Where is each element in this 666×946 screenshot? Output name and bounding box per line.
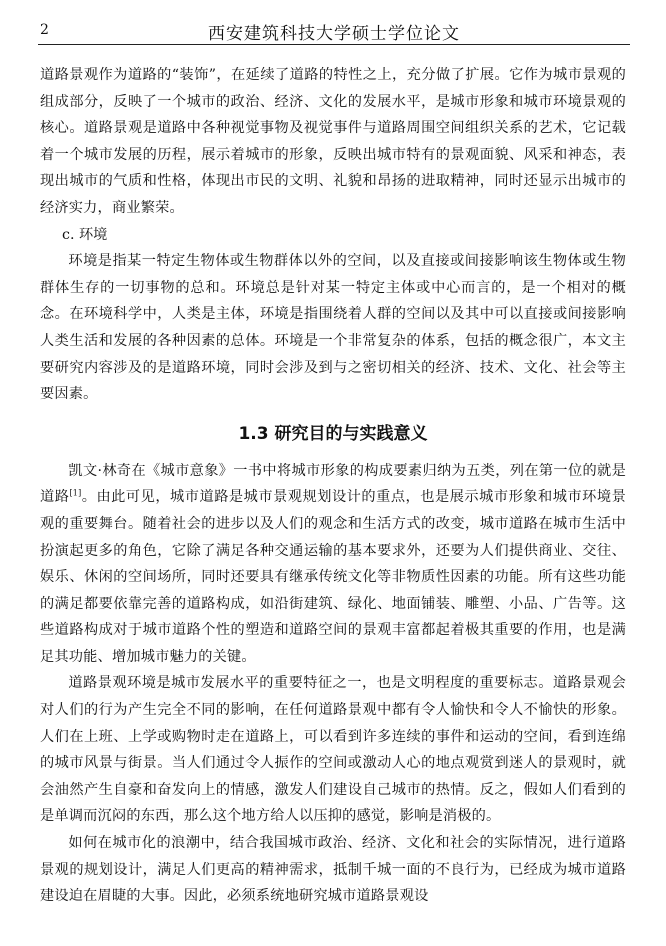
- paragraph-urbanization: 如何在城市化的浪潮中，结合我国城市政治、经济、文化和社会的实际情况，进行道路景观的规划设计，满足人们更高的精神需求，抵制千城一面的不良行为，已经成为城市道路建设迫在眉睫的大事。因此，必须系统地研究城市道路景观设: [40, 835, 626, 905]
- paragraph-text-part: 凯文·林奇在《城市意象》一书中将城市形象的构成要素归纳为五类，列在第一位的就是道路: [40, 462, 626, 506]
- paragraph-landscape-environment: 道路景观环境是城市发展水平的重要特征之一，也是文明程度的重要标志。道路景观会对人们的行为产生完全不同的影响，在任何道路景观中都有令人愉快和令人不愉快的形象。人们在上班、上学或购物时走在道路上，可以看到许多连续的事件和运动的空间，看到连绵的城市风景与街景。当人们通过令人振作的空间或激动人心的地点观赏到迷人的景观时，就会油然产生自豪和奋发向上的情感，激发人们建设自己城市的热情。反之，假如人们看到的是单调而沉闷的东西，那么这个地方给人以压抑的感觉，影响是消极的。: [40, 675, 626, 825]
- paragraph-research-purpose: [40, 458, 626, 671]
- paragraph-road-landscape: 道路景观作为道路的“装饰”，在延续了道路的特性之上，充分做了扩展。它作为城市景观的组成部分，反映了一个城市的政治、经济、文化的发展水平，是城市形象和城市环境景观的核心。道路景观是道路中各种视觉事物及视觉事件与道路周围空间组织关系的艺术，它记载着一个城市发展的历程，展示着城市的形象，反映出城市特有的景观面貌、风采和神态，表现出城市的气质和性格，体现出市民的文明、礼貌和昂扬的进取精神，同时还显示出城市的经济实力，商业繁荣。: [40, 67, 626, 216]
- subsection-label-environment: c. 环境: [62, 226, 108, 243]
- paragraph-environment: 环境是指某一特定生物体或生物群体以外的空间，以及直接或间接影响该生物体或生物群体生存的一切事物的总和。环境总是针对某一特定主体或中心而言的，是一个相对的概念。在环境科学中，人类是主体，环境是指围绕着人群的空间以及其中可以直接或间接影响人类生活和发展的各种因素的总体。环境是一个非常复杂的体系，包括的概念很广，本文主要研究内容涉及的是道路环境，同时会涉及到与之密切相关的经济、技术、文化、社会等主要因素。: [40, 253, 626, 403]
- running-title: 西安建筑科技大学硕士学位论文: [208, 24, 460, 44]
- page-body: [40, 62, 626, 910]
- paragraph-text-part: 。由此可见，城市道路是城市景观规划设计的重点，也是展示城市形象和城市环境景观的重要舞台。随着社会的进步以及人们的观念和生活方式的改变，城市道路在城市生活中扮演起更多的角色，它除了满足各种交通运输的基本要求外，还要为人们提供商业、交往、娱乐、休闲的空间场所，同时还要具有继承传统文化等非物质性因素的功能。所有这些功能的满足都要依靠完善的道路构成，如沿街建筑、绿化、地面铺装、雕塑、小品、广告等。这些道路构成对于城市道路个性的塑造和道路空间的景观丰富都起着极其重要的作用，也是满足其功能、增加城市魅力的关键。: [40, 489, 627, 665]
- page-number: 2: [40, 22, 49, 38]
- citation-ref: [1]: [69, 488, 82, 498]
- section-heading: 1.3 研究目的与实践意义: [238, 423, 428, 444]
- page-header: [38, 14, 630, 45]
